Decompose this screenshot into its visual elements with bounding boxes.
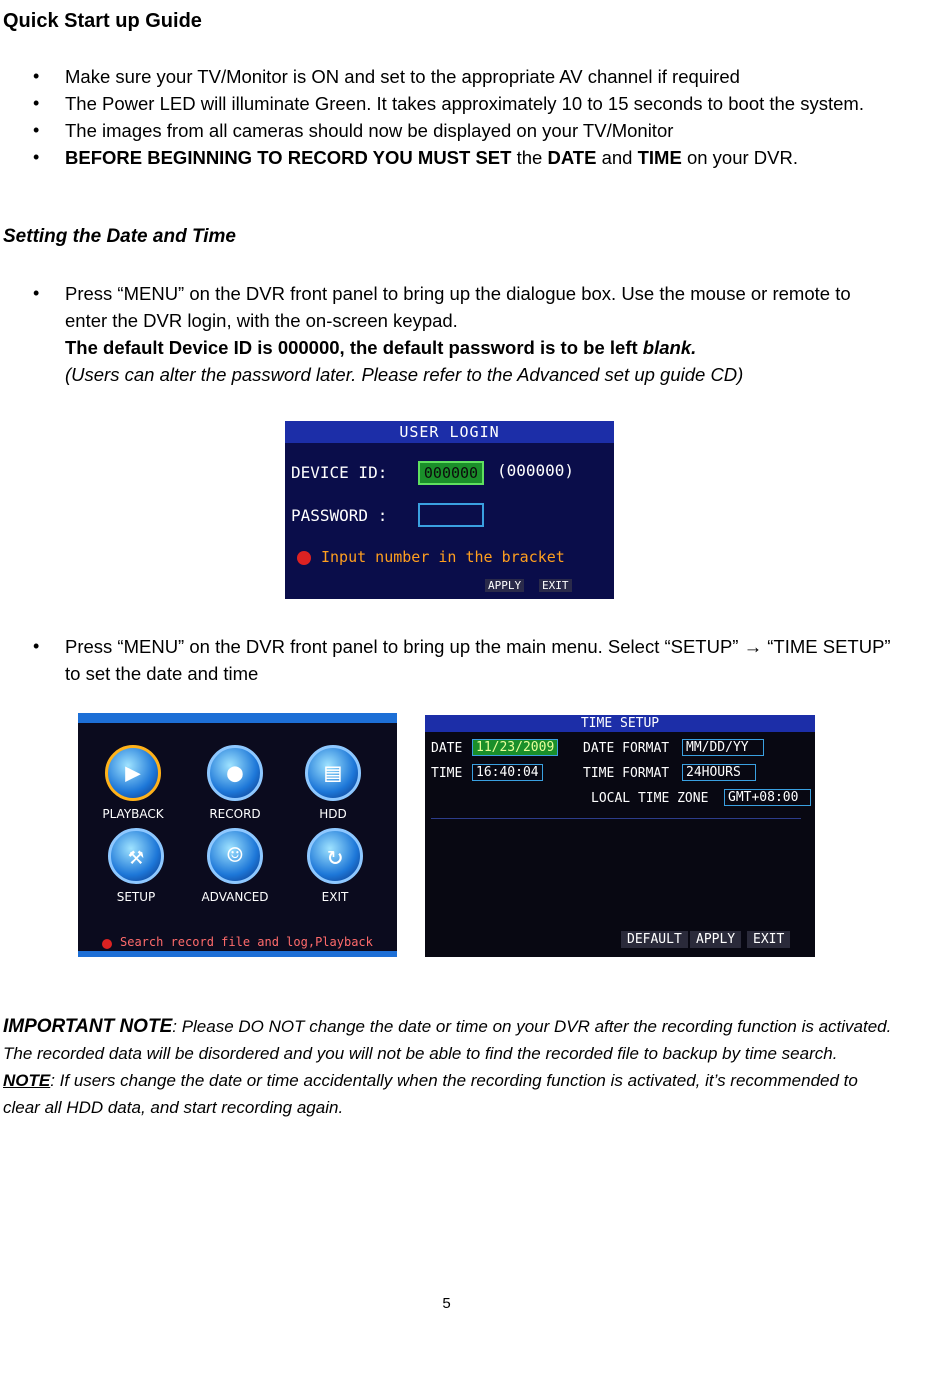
login-header: USER LOGIN: [285, 421, 614, 443]
default-credentials: The default Device ID is 000000, the default password is to be left: [65, 337, 643, 358]
list-item: [0, 117, 895, 144]
section-title: Setting the Date and Time: [3, 226, 236, 247]
bullet-text: on your DVR.: [681, 147, 798, 168]
apply-button: APPLY: [690, 931, 741, 948]
record-icon: ●: [207, 745, 263, 801]
bullet-text: and: [596, 147, 638, 168]
setup-tools-icon: ⚒: [108, 828, 164, 884]
menu-label: HDD: [319, 807, 347, 821]
menu-step-text-2: “TIME SETUP” to set the date and time: [65, 636, 891, 684]
time-label: TIME: [431, 766, 463, 781]
bullet-text: The images from all cameras should now be displayed on your TV/Monitor: [65, 120, 674, 141]
bullet-bold: BEFORE BEGINNING TO RECORD YOU MUST SET: [65, 147, 512, 168]
bullet-bold: DATE: [547, 147, 597, 168]
note-lead: NOTE: [3, 1071, 51, 1090]
bullet-icon: •: [33, 283, 40, 303]
time-format-label: TIME FORMAT: [583, 766, 670, 781]
blank-emphasis: blank.: [642, 337, 697, 358]
list-item: [0, 280, 895, 388]
bullet-icon: •: [33, 636, 40, 656]
time-zone-select: GMT+08:00: [724, 789, 811, 806]
menu-exit: [290, 828, 380, 904]
bullet-text: the: [511, 147, 548, 168]
main-menu-screenshot: [78, 713, 397, 957]
advanced-user-icon: ☺: [207, 828, 263, 884]
password-label: PASSWORD :: [291, 506, 388, 525]
menu-hdd: [288, 745, 378, 821]
exit-button: EXIT: [539, 579, 572, 592]
menu-label: PLAYBACK: [102, 807, 164, 821]
notes: [3, 1013, 893, 1121]
menu-hint: Search record file and log,Playback: [120, 935, 373, 949]
page-number: 5: [442, 1295, 451, 1312]
menu-playback: [88, 745, 178, 821]
menu-step-list: [0, 633, 895, 687]
bullet-icon: •: [33, 147, 40, 167]
time-setup-screenshot: [425, 715, 815, 957]
bullet-icon: •: [33, 120, 40, 140]
exit-icon: ↻: [307, 828, 363, 884]
important-note-lead: IMPORTANT NOTE: [3, 1016, 173, 1037]
date-format-label: DATE FORMAT: [583, 741, 670, 756]
login-hint: Input number in the bracket: [321, 548, 565, 566]
bullet-icon: •: [33, 93, 40, 113]
date-label: DATE: [431, 741, 463, 756]
time-field: 16:40:04: [472, 764, 543, 781]
list-item: [0, 90, 895, 117]
menu-label: SETUP: [116, 890, 156, 904]
password-field: [418, 503, 484, 527]
hdd-icon: ▤: [305, 745, 361, 801]
exit-button: EXIT: [747, 931, 790, 948]
menu-setup: [91, 828, 181, 904]
important-note-text: : Please DO NOT change the date or time on your DVR after the recording function is activated. The recorded data will be disordered and you will not be able to find the recorded file to backup by time search.: [3, 1017, 892, 1063]
login-step-list: [0, 280, 895, 388]
menu-label: EXIT: [321, 890, 349, 904]
list-item: [0, 633, 895, 687]
login-step-text: Press “MENU” on the DVR front panel to bring up the dialogue box. Use the mouse or remote to enter the DVR login, with the on-screen keypad.: [65, 283, 851, 331]
bullet-icon: •: [33, 66, 40, 86]
playback-icon: ▶: [105, 745, 161, 801]
alert-dot-icon: [297, 551, 311, 565]
date-field: 11/23/2009: [472, 739, 558, 756]
divider: [431, 818, 801, 819]
arrow-right-icon: →: [743, 636, 763, 657]
intro-list: [0, 63, 895, 171]
list-item: [0, 144, 895, 171]
bullet-text: The Power LED will illuminate Green. It takes approximately 10 to 15 seconds to boot the system.: [65, 93, 864, 114]
menu-label: RECORD: [209, 807, 261, 821]
bullet-bold: TIME: [637, 147, 682, 168]
default-button: DEFAULT: [621, 931, 688, 948]
menu-step-text: Press “MENU” on the DVR front panel to bring up the main menu. Select “SETUP”: [65, 636, 744, 657]
time-setup-header: TIME SETUP: [425, 715, 815, 732]
menu-advanced: [190, 828, 280, 904]
menu-record: [190, 745, 280, 821]
menu-label: ADVANCED: [201, 890, 269, 904]
bullet-text: Make sure your TV/Monitor is ON and set to the appropriate AV channel if required: [65, 66, 740, 87]
list-item: [0, 63, 895, 90]
time-format-select: 24HOURS: [682, 764, 756, 781]
alert-dot-icon: [102, 939, 112, 949]
device-id-field: 000000: [418, 461, 484, 485]
device-id-label: DEVICE ID:: [291, 463, 388, 482]
password-note: (Users can alter the password later. Please refer to the Advanced set up guide CD): [65, 364, 744, 385]
date-format-select: MM/DD/YY: [682, 739, 764, 756]
note-text: : If users change the date or time accidentally when the recording function is activated, it’s recommended to clear all HDD data, and start recording again.: [3, 1071, 858, 1117]
apply-button: APPLY: [485, 579, 524, 592]
user-login-screenshot: [285, 421, 614, 599]
document-title: Quick Start up Guide: [3, 10, 202, 32]
device-id-hint: (000000): [497, 461, 575, 480]
time-zone-label: LOCAL TIME ZONE: [591, 791, 709, 806]
